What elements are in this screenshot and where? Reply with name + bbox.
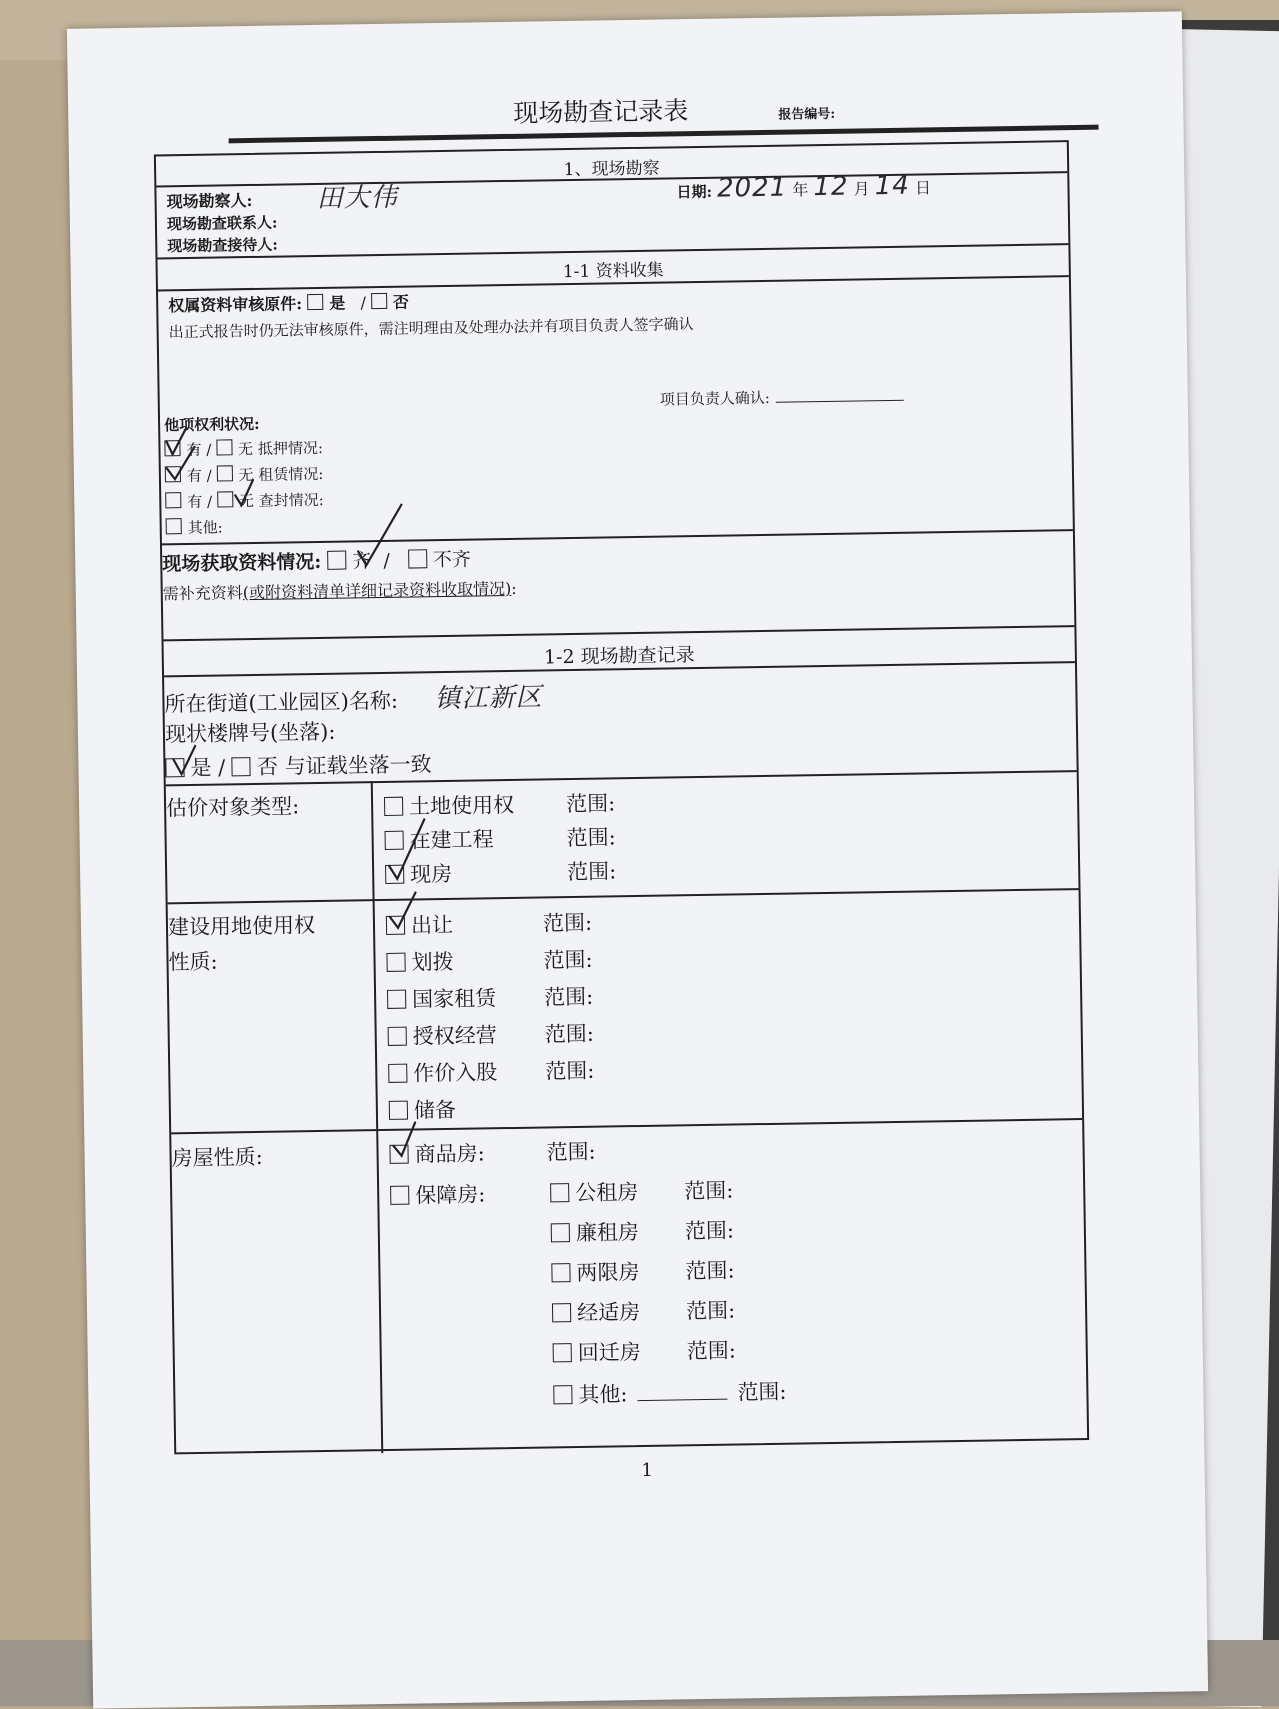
seizure-label: 查封情况: [258, 490, 324, 510]
checkbox-icon[interactable] [371, 293, 387, 309]
checkbox-icon[interactable] [551, 1223, 570, 1242]
supplement-colon: : [511, 578, 517, 598]
land-use-name: 出让 [410, 912, 454, 938]
land-use-label-2: 性质: [168, 949, 218, 975]
ownership-review-label: 权属资料审核原件: [168, 294, 303, 316]
land-use-name: 划拨 [411, 949, 454, 975]
document-title: 现场勘查记录表 [513, 96, 689, 128]
supplement-note: (或附资料清单详细记录资料收取情况) [242, 578, 512, 603]
onsite-materials-label: 现场获取资料情况: [162, 550, 322, 576]
checkbox-icon[interactable] [165, 758, 184, 777]
object-type-label: 估价对象类型: [165, 794, 300, 821]
date-year: 2021 [716, 172, 788, 204]
other-label: 其他: [578, 1382, 628, 1407]
checkbox-icon[interactable] [389, 1145, 408, 1164]
house-nature-label: 房屋性质: [171, 1144, 263, 1171]
page-number: 1 [641, 1459, 653, 1482]
pm-confirm-label: 项目负责人确认: [659, 388, 770, 409]
checkbox-icon[interactable] [553, 1385, 572, 1404]
range-label: 范围: [545, 1058, 595, 1084]
affordable-subtype [552, 1336, 640, 1367]
commercial-label: 商品房: [414, 1141, 485, 1167]
divider [171, 1118, 1082, 1134]
range-label: 范围: [544, 1021, 594, 1047]
date-month: 12 [813, 171, 849, 203]
option-have: 有 [186, 440, 202, 460]
other-blank-line[interactable] [638, 1399, 728, 1401]
option-no: 否 [392, 292, 410, 312]
checkbox-icon[interactable] [217, 491, 233, 507]
checkbox-icon[interactable] [164, 440, 180, 456]
checkbox-icon[interactable] [553, 1343, 572, 1362]
lease-label: 租赁情况: [258, 464, 324, 484]
other-row [166, 516, 223, 538]
section-1-1-title: 1-1 资料收集 [562, 260, 664, 283]
range-label: 范围: [686, 1338, 736, 1364]
option-have: 有 [186, 466, 203, 486]
land-use-option [387, 982, 496, 1014]
range-label: 范围: [566, 859, 617, 885]
option-yes: 是 [190, 755, 212, 781]
checkbox-icon[interactable] [389, 1101, 408, 1120]
pm-confirm [660, 385, 904, 410]
checkbox-icon[interactable] [408, 549, 427, 568]
affordable-subtype-name: 经适房 [576, 1300, 641, 1326]
supplement-row [163, 576, 517, 605]
land-use-option [387, 1019, 496, 1051]
range-label: 范围: [684, 1218, 735, 1244]
object-type-name: 在建工程 [409, 827, 494, 853]
object-type-option [384, 789, 514, 821]
range-label: 范围: [737, 1379, 787, 1405]
house-no-label: 现状楼牌号(坐落): [164, 719, 336, 747]
affordable-subtype-name: 公租房 [575, 1180, 639, 1206]
affordable-housing-option [390, 1178, 486, 1209]
affordable-subtype [552, 1296, 640, 1327]
affordable-subtype-name: 两限房 [576, 1260, 640, 1286]
date-label: 日期: [676, 182, 713, 202]
street-row [164, 676, 543, 719]
range-label: 范围: [543, 947, 593, 973]
survey-form [154, 140, 1089, 1454]
affordable-subtype-name: 回迁房 [577, 1340, 641, 1365]
checkbox-icon[interactable] [165, 492, 181, 508]
location-consistency-row: 是 / 否 与证载坐落一致 [165, 748, 432, 782]
column-divider [376, 1129, 383, 1453]
pm-signature-line[interactable] [776, 400, 904, 403]
affordable-subtype-other [553, 1376, 787, 1410]
checkbox-icon[interactable] [385, 865, 404, 884]
date-field [676, 170, 931, 204]
range-label: 范围: [566, 825, 616, 851]
checkbox-icon[interactable] [216, 465, 232, 481]
object-type-name: 土地使用权 [408, 792, 515, 819]
checkbox-icon[interactable] [386, 953, 405, 972]
land-use-option [389, 1094, 456, 1125]
land-use-name: 授权经营 [412, 1023, 497, 1049]
commercial-housing-option [389, 1137, 485, 1168]
range-label: 范围: [546, 1139, 596, 1165]
other-label: 其他: [187, 518, 223, 538]
lease-row: 有 / 无 租赁情况: [165, 463, 324, 486]
affordable-subtype-name: 廉租房 [575, 1220, 640, 1246]
inspector-label: 现场勘察人: [166, 190, 253, 212]
contact-label: 现场勘查联系人: [166, 213, 278, 234]
ownership-review-row: 权属资料审核原件: 是 / 否 [168, 292, 410, 316]
street-value: 镇江新区 [434, 682, 543, 715]
section-1-2-title: 1-2 现场勘查记录 [543, 644, 695, 669]
section-1-title: 1、现场勘察 [563, 158, 660, 181]
option-complete: 齐 [352, 550, 372, 573]
checkbox-icon[interactable] [166, 518, 182, 534]
month-char: 月 [853, 179, 870, 199]
land-use-name: 储备 [413, 1097, 457, 1123]
range-label: 范围: [684, 1178, 734, 1204]
mortgage-label: 抵押情况: [257, 438, 324, 458]
checkbox-icon[interactable] [216, 439, 232, 455]
checkbox-icon[interactable] [551, 1263, 570, 1282]
other-rights-label: 他项权利状况: [163, 414, 260, 435]
checkbox-icon[interactable] [388, 1027, 407, 1046]
checkbox-icon[interactable] [386, 916, 405, 935]
checkbox-icon[interactable] [552, 1303, 571, 1322]
divider [162, 529, 1073, 545]
report-number-label: 报告编号: [778, 106, 836, 123]
paper-page [67, 11, 1208, 1708]
date-day: 14 [874, 170, 911, 202]
affordable-subtype [550, 1176, 638, 1207]
checkbox-icon[interactable] [165, 466, 181, 482]
checkbox-icon[interactable] [388, 1064, 407, 1083]
option-yes: 是 [329, 293, 346, 313]
column-divider [371, 781, 375, 899]
checkbox-icon[interactable] [327, 551, 346, 570]
land-use-name: 国家租赁 [411, 986, 497, 1012]
range-label: 范围: [685, 1298, 736, 1324]
inspector-signature: 田大伟 [316, 182, 398, 214]
checkbox-icon[interactable] [384, 797, 403, 816]
checkbox-icon[interactable] [307, 294, 323, 310]
land-use-label-1: 建设用地使用权 [167, 913, 316, 940]
street-label: 所在街道(工业园区)名称: [164, 688, 399, 717]
receiver-label: 现场勘查接待人: [167, 235, 278, 256]
range-label: 范围: [685, 1258, 735, 1284]
range-label: 范围: [565, 791, 616, 817]
affordable-subtype [551, 1216, 639, 1247]
checkbox-icon[interactable] [550, 1183, 569, 1202]
option-none: 无 [238, 491, 255, 511]
land-use-option [386, 909, 453, 940]
land-use-name: 作价入股 [413, 1060, 498, 1086]
option-none: 无 [238, 465, 254, 485]
option-have: 有 [187, 492, 203, 512]
day-char: 日 [914, 178, 932, 198]
range-label: 范围: [543, 984, 594, 1010]
object-type-name: 现房 [410, 861, 453, 887]
option-none: 无 [237, 439, 254, 459]
consistency-label: 与证载坐落一致 [284, 752, 432, 779]
land-use-option [388, 1056, 497, 1088]
divider [168, 888, 1079, 904]
seizure-row: 有 / 无 查封情况: [165, 489, 324, 512]
affordable-label: 保障房: [415, 1182, 486, 1208]
checkbox-icon[interactable] [390, 1186, 409, 1205]
supplement-label: 需补充资料 [162, 583, 243, 604]
object-type-option [384, 823, 493, 855]
affordable-subtype [551, 1256, 639, 1287]
onsite-materials-row: 现场获取资料情况: 齐 / 不齐 [162, 548, 472, 576]
checkbox-icon[interactable] [232, 757, 251, 776]
checkbox-icon[interactable] [385, 831, 404, 850]
mortgage-row: 有 / 无 抵押情况: [164, 437, 323, 460]
land-use-option [386, 946, 453, 977]
ownership-note: 出正式报告时仍无法审核原件，需注明理由及处理办法并有项目负责人签字确认 [168, 315, 694, 342]
object-type-option [385, 858, 452, 889]
column-divider [373, 899, 379, 1129]
checkbox-icon[interactable] [387, 990, 406, 1009]
year-char: 年 [792, 180, 809, 200]
range-label: 范围: [542, 910, 593, 936]
option-incomplete: 不齐 [432, 548, 472, 572]
option-no: 否 [256, 754, 279, 779]
